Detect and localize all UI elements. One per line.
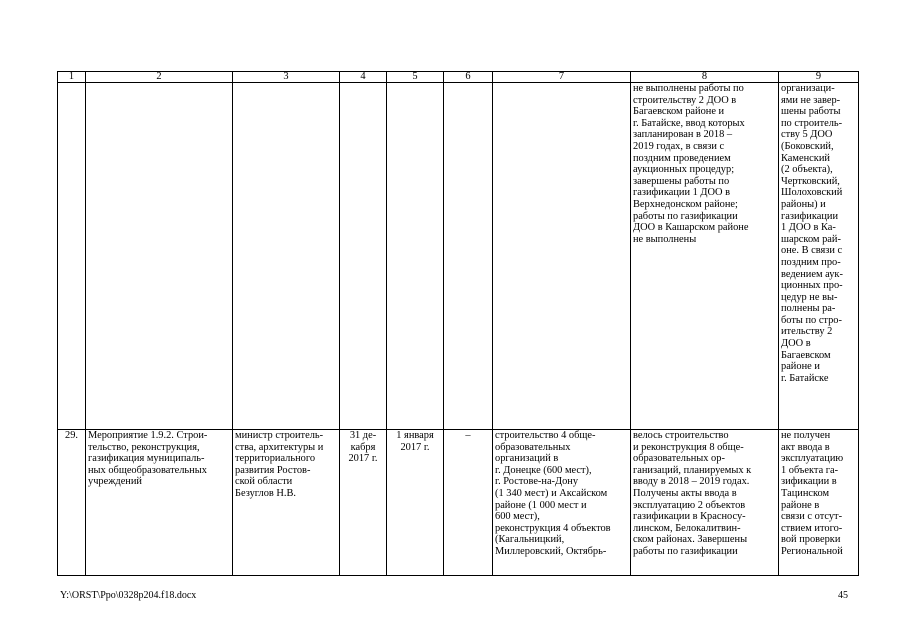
cell-planned-date: 31 де- кабря 2017 г. xyxy=(340,430,387,576)
cell-column-6 xyxy=(444,83,493,430)
header-row xyxy=(58,72,859,83)
header-cell: 4 xyxy=(340,72,387,83)
header-cell: 1 xyxy=(58,72,86,83)
cell-activity xyxy=(86,83,233,430)
header-cell: 6 xyxy=(444,72,493,83)
footer-page-number: 45 xyxy=(838,590,848,601)
cell-planned-result: строительство 4 обще- образовательных организаций в г. Донецке (600 мест), г. Ростове-на-Дону (1 340 мест) и Аксайском районе (1 000 мест и 600 мест), реконструкция 4 объектов (Кагальницкий, Миллеровский, Октябрь- xyxy=(493,430,631,576)
cell-planned-result xyxy=(493,83,631,430)
footer-file-path: Y:\ORST\Ppo\0328p204.f18.docx xyxy=(60,590,197,601)
table-row-continued xyxy=(58,83,859,430)
cell-activity: Мероприятие 1.9.2. Строи- тельство, реконструкция, газификация муниципаль- ных общеобразовательных учреждений xyxy=(86,430,233,576)
cell-actual-result: велось строительство и реконструкция 8 обще- образовательных ор- ганизаций, планируемых к вводу в 2018 – 2019 годах. Получены акты ввода в эксплуатацию 2 объектов газификации в Красносу- линском, Белокалитвин- ском районах. Завершены работы по газификации xyxy=(631,430,779,576)
cell-planned-date xyxy=(340,83,387,430)
report-table xyxy=(57,71,859,576)
header-cell: 8 xyxy=(631,72,779,83)
cell-actual-result: не выполнены работы по строительству 2 ДОО в Багаевском районе и г. Батайске, ввод которых запланирован в 2018 – 2019 годах, в связи с поздним проведением аукционных процедур; завершены работы по газификации 1 ДОО в Верхнедонском районе; работы по газификации ДОО в Кашарском районе не выполнены xyxy=(631,83,779,430)
cell-reasons: не получен акт ввода в эксплуатацию 1 объекта га- зификации в Тацинском районе в связи с отсут- ствием итого- вой проверки Региональной xyxy=(779,430,859,576)
header-cell: 5 xyxy=(387,72,444,83)
cell-responsible xyxy=(233,83,340,430)
cell-number: 29. xyxy=(58,430,86,576)
cell-number xyxy=(58,83,86,430)
cell-column-6: – xyxy=(444,430,493,576)
table-row-29 xyxy=(58,430,859,576)
cell-reasons: организаци- ями не завер- шены работы по строитель- ству 5 ДОО (Боковский, Каменский (2 объекта), Чертковский, Шолоховский районы) и газификации 1 ДОО в Ка- шарском рай- оне. В связи с поздним про- ведением аук- ционных про- цедур не вы- полнены ра- боты по стро- ительству 2 ДОО в Багаевском районе и г. Батайске xyxy=(779,83,859,430)
header-cell: 3 xyxy=(233,72,340,83)
cell-actual-date: 1 января 2017 г. xyxy=(387,430,444,576)
header-cell: 9 xyxy=(779,72,859,83)
header-cell: 2 xyxy=(86,72,233,83)
cell-actual-date xyxy=(387,83,444,430)
cell-responsible: министр строитель- ства, архитектуры и территориального развития Ростов- ской области Безуглов Н.В. xyxy=(233,430,340,576)
header-cell: 7 xyxy=(493,72,631,83)
